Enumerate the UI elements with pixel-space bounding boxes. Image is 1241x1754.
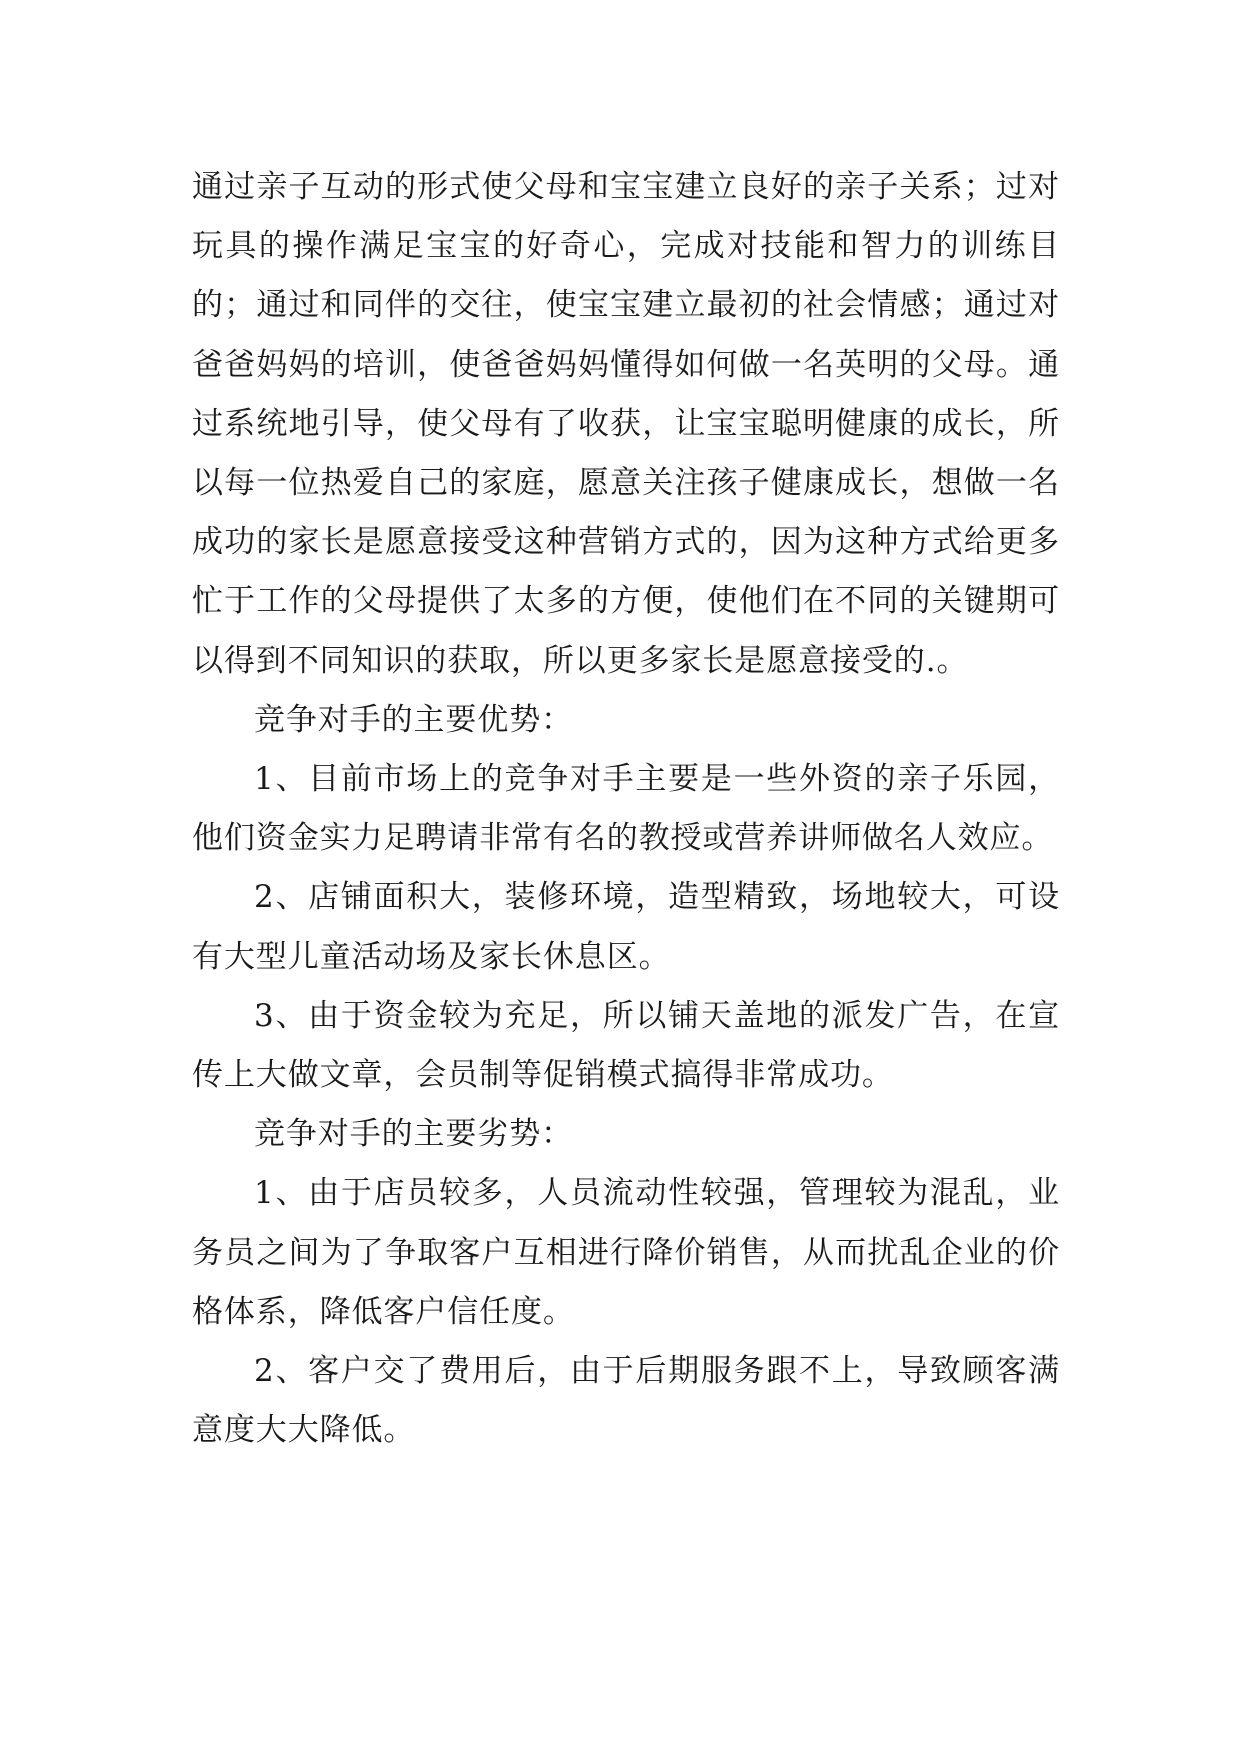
paragraph-intro: 通过亲子互动的形式使父母和宝宝建立良好的亲子关系；过对玩具的操作满足宝宝的好奇心，完成对技能和智力的训练目的；通过和同伴的交往，使宝宝建立最初的社会情感；通过对爸爸妈妈的培训，使爸爸妈妈懂得如何做一名英明的父母。通过系统地引导，使父母有了收获，让宝宝聪明健康的成长，所以每一位热爱自己的家庭，愿意关注孩子健康成长，想做一名成功的家长是愿意接受这种营销方式的，因为这种方式给更多忙于工作的父母提供了太多的方便，使他们在不同的关键期可以得到不同知识的获取，所以更多家长是愿意接受的.。	[192, 169, 1060, 679]
weakness-item-1: 1、由于店员较多，人员流动性较强，管理较为混乱，业务员之间为了争取客户互相进行降价销售，从而扰乱企业的价格体系，降低客户信任度。	[192, 1175, 1060, 1330]
heading-competitor-weaknesses: 竞争对手的主要劣势：	[254, 1116, 573, 1153]
weakness-item-2: 2、客户交了费用后，由于后期服务跟不上，导致顾客满意度大大降低。	[192, 1353, 1060, 1449]
strength-item-1: 1、目前市场上的竞争对手主要是一些外资的亲子乐园，他们资金实力足聘请非常有名的教授或营养讲师做名人效应。	[192, 761, 1060, 857]
strength-item-2: 2、店铺面积大，装修环境，造型精致，场地较大，可设有大型儿童活动场及家长休息区。	[192, 879, 1060, 975]
strength-item-3: 3、由于资金较为充足，所以铺天盖地的派发广告，在宣传上大做文章，会员制等促销模式搞得非常成功。	[192, 997, 1060, 1094]
heading-competitor-strengths: 竞争对手的主要优势：	[254, 701, 573, 738]
document-body	[192, 158, 1060, 1460]
